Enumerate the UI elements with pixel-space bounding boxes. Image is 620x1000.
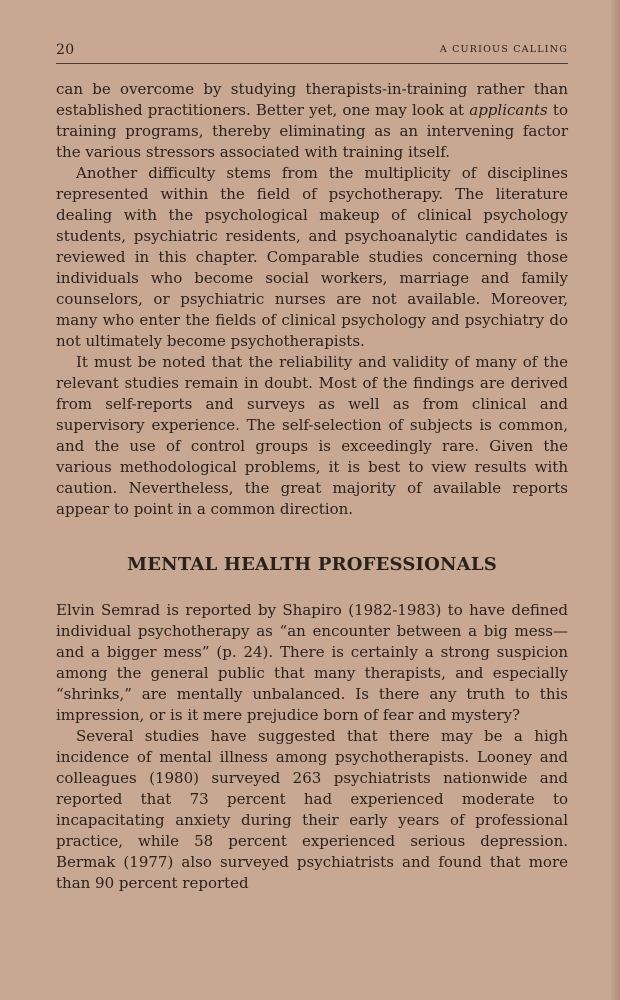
- page-edge-shadow: [611, 0, 620, 1000]
- paragraph-1: [56, 79, 568, 163]
- page-header: [56, 42, 568, 66]
- paragraph-3: It must be noted that the reliability and validity of many of the relevant studies remain in doubt. Most of the findings are derived from self-reports and surveys as well as from clinical and supervisory experience. The self-selection of subjects is common, and the use of control groups is exceedingly rare. Given the various methodological problems, it is best to view results with caution. Nevertheless, the great majority of available reports appear to point in a common direction.: [56, 353, 568, 518]
- paragraph-1-text-end: to training programs, thereby eliminating as an intervening factor the various stressors associated with training itself.: [56, 101, 568, 161]
- running-head: A CURIOUS CALLING: [439, 44, 568, 55]
- paragraph-4: Elvin Semrad is reported by Shapiro (1982-1983) to have defined individual psychotherapy as “an encounter between a big mess—and a bigger mess” (p. 24). There is certainly a strong suspicion among the general public that many therapists, and especially “shrinks,” are mentally unbalanced. Is there any truth to this impression, or is it mere prejudice born of fear and mystery?: [56, 601, 568, 724]
- applicants-emphasis: applicants: [469, 101, 548, 119]
- paragraph-2: Another difficulty stems from the multiplicity of disciplines represented within the field of psychotherapy. The literature dealing with the psychological makeup of clinical psychology students, psychiatric residents, and psychoanalytic candidates is reviewed in this chapter. Comparable studies concerning those individuals who become social workers, marriage and family counselors, or psychiatric nurses are not available. Moreover, many who enter the fields of clinical psychology and psychiatry do not ultimately become psychotherapists.: [56, 164, 568, 350]
- section-heading: MENTAL HEALTH PROFESSIONALS: [127, 554, 497, 575]
- paragraph-5: Several studies have suggested that there may be a high incidence of mental illness among psychotherapists. Looney and colleagues (1980) surveyed 263 psychiatrists nationwide and reported that 73 percent had experienced moderate to incapacitating anxiety during their early years of professional practice, while 58 percent experienced serious depression. Bermak (1977) also surveyed psychiatrists and found that more than 90 percent reported: [56, 727, 568, 892]
- header-rule: [56, 63, 568, 64]
- page-number: 20: [56, 42, 75, 58]
- page-body: [56, 79, 568, 894]
- paragraph-1-text-start: can be overcome by studying therapists-in-training rather than established practitioners. Better yet, one may look at: [56, 80, 568, 119]
